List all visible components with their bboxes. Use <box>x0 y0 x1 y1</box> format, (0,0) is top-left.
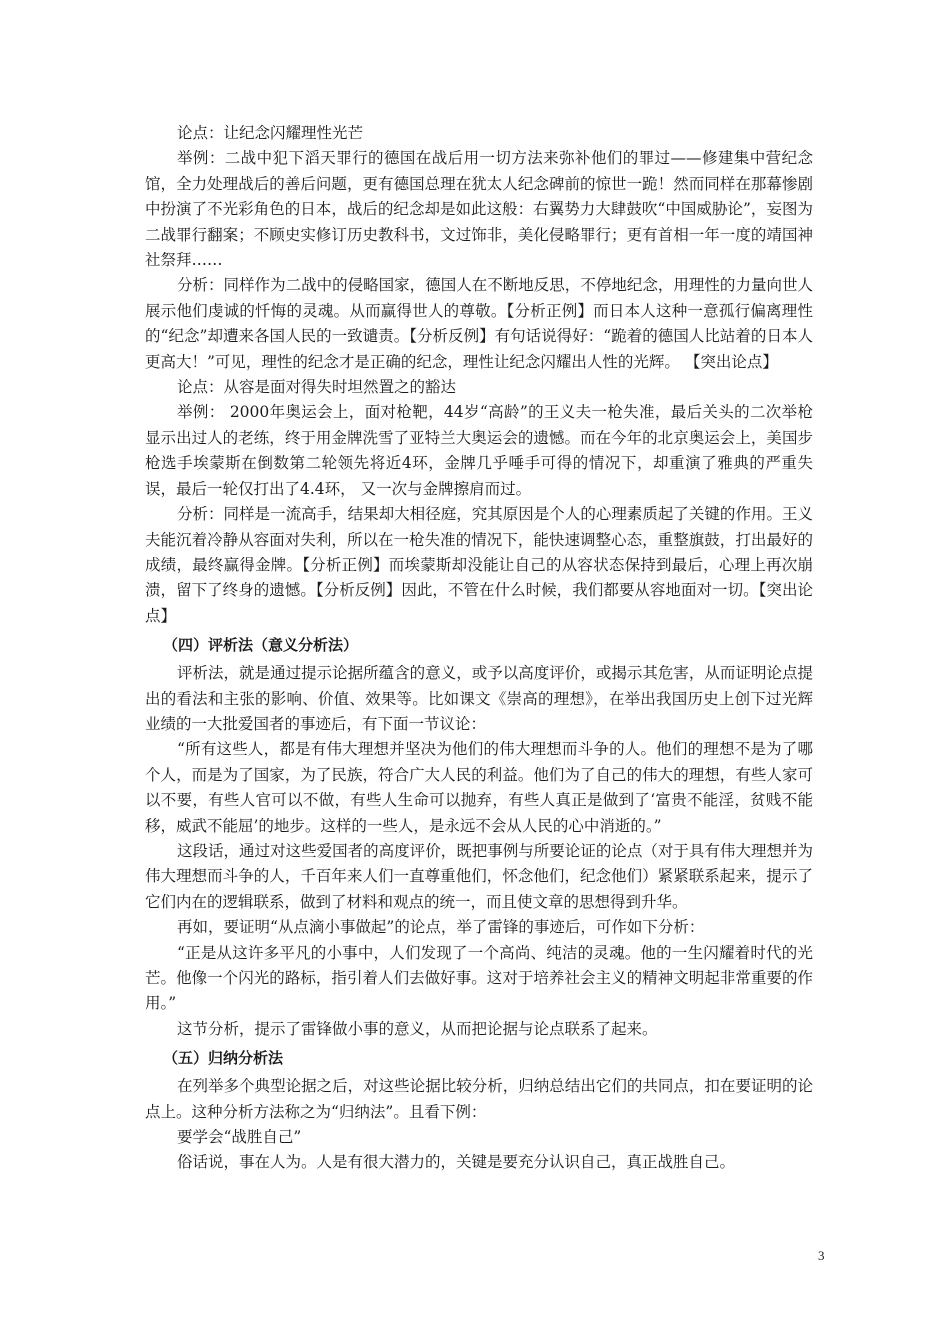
analysis-1: 分析：同样作为二战中的侵略国家，德国人在不断地反思，不停地纪念，用理性的力量向世人展示他们虔诚的忏悔的灵魂。从而赢得世人的尊敬。【分析正例】而日本人这种一意孤行偏离理性的“纪念”却遭来各国人民的一致谴责。【分析反例】有句话说得好：“跪着的德国人比站着的日本人更高大！”可见，理性的纪念才是正确的纪念，理性让纪念闪耀出人性的光辉。 【突出论点】 <box>145 276 813 371</box>
section4-commentary-2: 这节分析，提示了雷锋做小事的意义，从而把论据与论点联系了起来。 <box>177 1019 658 1038</box>
section4-quote-1: “所有这些人，都是有伟大理想并坚决为他们的伟大理想而斗争的人。他们的理想不是为了哪个人，而是为了国家，为了民族，符合广大人民的利益。他们为了自己的伟大的理想，有些人家可以不要，有些人官可以不做，有些人生命可以抛弃，有些人真正是做到了‘富贵不能淫，贫贱不能移，威武不能屈’的地步。这样的一些人，是永远不会从人民的心中消逝的。” <box>145 740 813 835</box>
section4-commentary-1: 这段话，通过对这些爱国者的高度评价，既把事例与所要论证的论点（对于具有伟大理想并为伟大理想而斗争的人，千百年来人们一直尊重他们，怀念他们，纪念他们）紧紧联系起来，提示了它们内在的逻辑联系，做到了材料和观点的统一，而且使文章的思想得到升华。 <box>145 841 813 911</box>
example-1: 举例：二战中犯下滔天罪行的德国在战后用一切方法来弥补他们的罪过——修建集中营纪念馆，全力处理战后的善后问题，更有德国总理在犹太人纪念碑前的惊世一跪！然而同样在那幕惨剧中扮演了不光彩角色的日本，战后的纪念却是如此这般：右翼势力大肆鼓吹“中国威胁论”，妄图为二战罪行翻案；不顾史实修订历史教科书，文过饰非，美化侵略罪行；更有首相一年一度的靖国神社祭拜…… <box>145 149 813 270</box>
example-2: 举例： 2000年奥运会上，面对枪靶，44岁“高龄”的王义夫一枪失准，最后关头的二次举枪显示出过人的老练，终于用金牌洗雪了亚特兰大奥运会的遗憾。而在今年的北京奥运会上，美国步枪选手埃蒙斯在倒数第二轮领先将近4环，金牌几乎唾手可得的情况下，却重演了雅典的严重失误，最后一轮仅打出了4.4环， 又一次与金牌擦肩而过。 <box>145 403 813 498</box>
argument-2: 论点：从容是面对得失时坦然置之的豁达 <box>177 378 457 397</box>
section4-quote-2: “正是从这许多平凡的小事中，人们发现了一个高尚、纯洁的灵魂。他的一生闪耀着时代的光芒。他像一个闪光的路标，指引着人们去做好事。这对于培养社会主义的精神文明起非常重要的作用。” <box>145 943 813 1013</box>
analysis-2: 分析：同样是一流高手，结果却大相径庭，究其原因是个人的心理素质起了关键的作用。王义夫能沉着冷静从容面对失利，所以在一枪失准的情况下，能快速调整心态，重整旗鼓，打出最好的成绩，最终赢得金牌。【分析正例】而埃蒙斯却没能让自己的从容状态保持到最后，心理上再次崩溃，留下了终身的遗憾。【分析反例】因此，不管在什么时候，我们都要从容地面对一切。【突出论点】 <box>145 505 813 625</box>
section5-example-title: 要学会“战胜自己” <box>177 1128 302 1147</box>
page-content <box>145 121 813 1176</box>
section5-intro: 在列举多个典型论据之后，对这些论据比较分析，归纳总结出它们的共同点，扣在要证明的论点上。这种分析方法称之为“归纳法”。且看下例： <box>145 1077 813 1121</box>
section-heading-4: （四）评析法（意义分析法） <box>163 636 359 655</box>
section-heading-5: （五）归纳分析法 <box>163 1049 284 1068</box>
section4-intro: 评析法，就是通过提示论据所蕴含的意义，或予以高度评价，或揭示其危害，从而证明论点提出的看法和主张的影响、价值、效果等。比如课文《崇高的理想》，在举出我国历史上创下过光辉业绩的一大批爱国者的事迹后，有下面一节议论： <box>145 664 813 733</box>
argument-1: 论点：让纪念闪耀理性光芒 <box>177 124 364 142</box>
page-number: 3 <box>818 1248 825 1263</box>
section4-example-intro: 再如，要证明“从点滴小事做起”的论点，举了雷锋的事迹后，可作如下分析： <box>177 918 705 937</box>
section5-example-text: 俗话说，事在人为。人是有很大潜力的，关键是要充分认识自己，真正战胜自己。 <box>177 1153 736 1172</box>
